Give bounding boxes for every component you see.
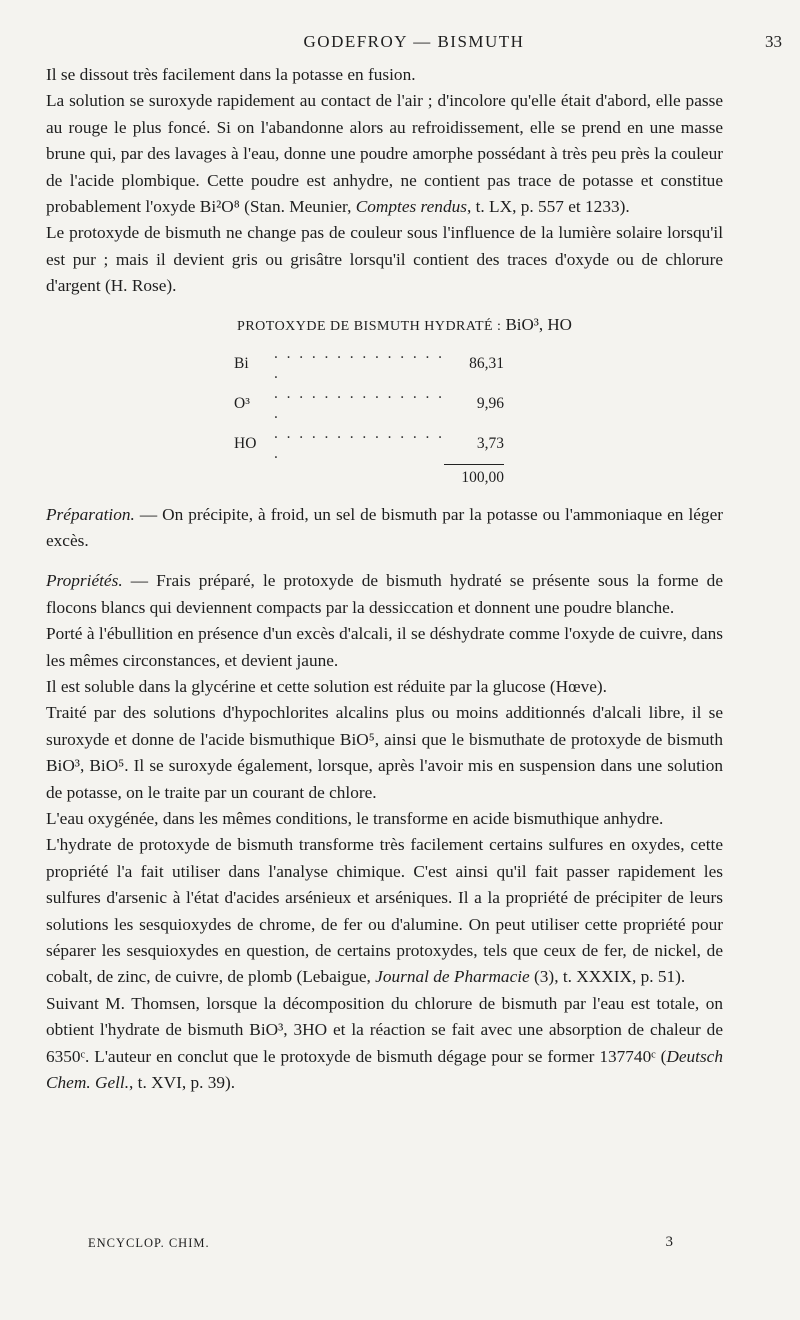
paragraph (46, 88, 723, 220)
composition-row (234, 344, 504, 384)
composition-heading (46, 312, 723, 340)
page-number: 33 (765, 32, 782, 51)
signature-mark: 3 (665, 1234, 674, 1250)
paragraph-text: Suivant M. Thomsen, lorsque la décomposition du chlorure de bismuth par l'eau est totale, on obtient l'hydrate de bismuth BiO³, 3HO et la réaction se fait avec une absorption de chaleur de 6350ᶜ. L'auteur en conclut que le protoxyde de bismuth dégage pour se former 137740ᶜ ( (46, 993, 723, 1066)
paragraph (46, 568, 723, 621)
paragraph: L'eau oxygénée, dans les mêmes conditions, le transforme en acide bismuthique anhydre. (46, 809, 664, 829)
composition-table (234, 344, 504, 488)
leader-dots: . . . . . . . . . . . . . . . (274, 425, 444, 463)
citation-title: Comptes rendus (355, 197, 467, 217)
footer-label: ENCYCLOP. CHIM. (88, 1236, 210, 1250)
leader-dots: . . . . . . . . . . . . . . . (274, 345, 444, 383)
value-cell: 3,73 (476, 434, 504, 452)
element-cell: HO (234, 435, 257, 453)
value-cell: 9,96 (476, 395, 504, 413)
leader-dots: . . . . . . . . . . . . . . . (274, 385, 444, 423)
section-label: Propriétés. (46, 571, 123, 591)
paragraph: Il se dissout très facilement dans la potasse en fusion. (46, 65, 416, 84)
paragraph (46, 991, 723, 1097)
paragraph-text: — On précipite, à froid, un sel de bismuth par la potasse ou l'ammoniaque en léger excès. (46, 504, 723, 550)
running-title: GODEFROY — BISMUTH (303, 32, 525, 51)
element-cell: Bi (234, 355, 249, 373)
composition-title: PROTOXYDE DE BISMUTH HYDRATÉ : (237, 318, 502, 334)
paragraph: Traité par des solutions d'hypochlorites alcalins plus ou moins additionnés d'alcali libre, il se suroxyde et donne de l'acide bismuthique BiO⁵, ainsi que le bismuthate de protoxyde de bismuth BiO³, BiO⁵. Il se suroxyde également, lorsque, après l'avoir mis en suspension dans une solution de potasse, on le traite par un courant de chlore. (46, 703, 723, 802)
composition-row (234, 384, 504, 424)
section-label: Préparation. (46, 504, 135, 524)
running-header (46, 32, 782, 54)
paragraph-text: La solution se suroxyde rapidement au contact de l'air ; d'incolore qu'elle était d'abord, elle passe au rouge le plus foncé. Si on l'abandonne alors au refroidissement, elle se prend en une masse brune qui, par des lavages à l'eau, donne une poudre amorphe possédant à très peu près la couleur de l'acide plombique. Cette poudre est anhydre, ne contient pas trace de potasse et constitue probablement l'oxyde Bi²O⁸ (Stan. Meunier, (46, 91, 723, 217)
paragraph-text: (3), t. XXXIX, p. 51). (529, 967, 686, 987)
composition-total-row (234, 464, 504, 488)
paragraph-text: L'hydrate de protoxyde de bismuth transforme très facilement certains sulfures en oxydes, cette propriété l'a fait utiliser dans l'analyse chimique. C'est ainsi qu'il fait passer rapidement les sulfures d'arsenic à l'état d'acides arsénieux et arséniques. Il a la propriété de précipiter de leurs solutions les sesquioxydes de chrome, de fer ou d'alumine. On peut utiliser cette propriété pour séparer les sesquioxydes en question, de certains protoxydes, tels que ceux de fer, de nickel, de cobalt, de zinc, de cuivre, de plomb (Lebaigue, (46, 835, 723, 987)
paragraph: Porté à l'ébullition en présence d'un excès d'alcali, il se déshydrate comme l'oxyde de cuivre, dans les mêmes circonstances, et devient jaune. (46, 624, 723, 670)
citation-title: Deutsch Chem. Gell. (46, 1046, 723, 1093)
total-cell: 100,00 (444, 464, 504, 488)
paragraph-text: — Frais préparé, le protoxyde de bismuth hydraté se présente sous la forme de flocons blancs qui deviennent compacts par la dessiccation et donnent une poudre blanche. (46, 571, 723, 617)
page-body (46, 62, 723, 1097)
paragraph (46, 502, 723, 555)
composition-row (234, 424, 504, 464)
paragraph: Il est soluble dans la glycérine et cette solution est réduite par la glucose (Hœve). (46, 677, 607, 696)
paragraph (46, 832, 723, 990)
paragraph: Le protoxyde de bismuth ne change pas de couleur sous l'influence de la lumière solaire lorsqu'il est pur ; mais il devient gris ou grisâtre lorsqu'il contient des traces d'oxyde ou de chlorure d'argent (H. Rose). (46, 223, 723, 296)
composition-formula: BiO³, HO (505, 314, 572, 334)
element-cell: O³ (234, 395, 250, 413)
citation-title: Journal de Pharmacie (375, 967, 530, 987)
paragraph-text: , t. LX, p. 557 et 1233). (466, 197, 630, 217)
page-footer (88, 1236, 674, 1251)
value-cell: 86,31 (469, 355, 504, 373)
paragraph-text: , t. XVI, p. 39). (129, 1073, 236, 1093)
